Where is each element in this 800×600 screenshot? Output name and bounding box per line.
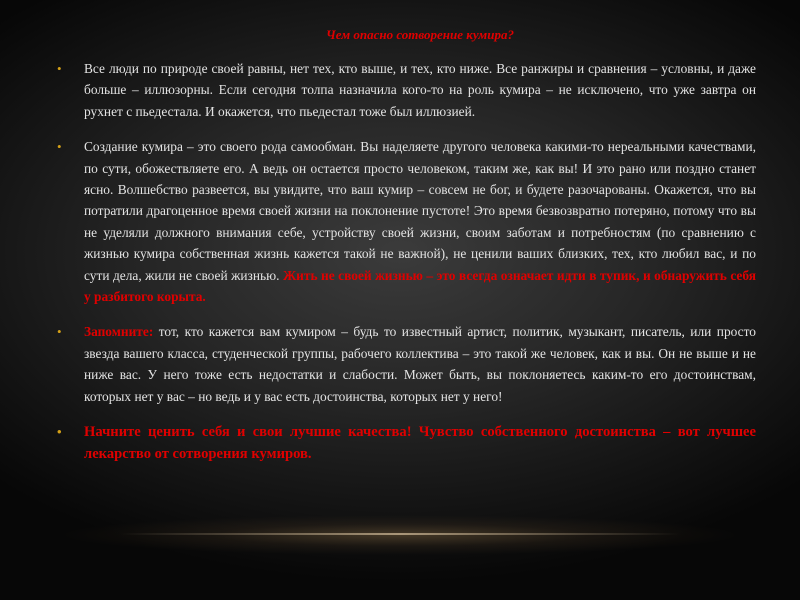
paragraph-remember [57, 321, 756, 407]
bullet-icon: • [57, 424, 62, 440]
slide-glow-line-decoration [120, 533, 680, 535]
slide-glow-decoration [60, 515, 740, 555]
bullet-icon: • [57, 139, 62, 155]
paragraph-conclusion [57, 421, 756, 465]
paragraph-text: Создание кумира – это своего рода самообман. Вы наделяете другого человека какими-то нереальными качествами, по сути, обожествляете его. А ведь он остается просто человеком, таким же, как вы! И это рано или поздно станет ясно. Волшебство развеется, вы увидите, что ваш кумир – совсем не бог, и будете разочарованы. Окажется, что вы потратили драгоценное время своей жизни на поклонение пустоте! Это время безвозвратно потеряно, потому что вы не уделяли должного внимания себе, устройству своей жизни, своим заботам и потребностям (по сравнению с жизнью кумира собственная жизнь кажется такой не важной), не ценили ваших близких, тех, кто любил вас, и по сути дела, жили не своей жизнью. [84, 139, 756, 283]
bullet-icon: • [57, 61, 62, 76]
conclusion-text: Начните ценить себя и свои лучшие качества! Чувство собственного достоинства – вот лучшее лекарство от сотворения кумиров. [84, 424, 756, 463]
paragraph-text: Все люди по природе своей равны, нет тех, кто выше, и тех, кто ниже. Все ранжиры и сравнения – условны, и даже больше – иллюзорны. Если сегодня толпа назначила кого-то на роль кумира – не исключено, что уже завтра он рухнет с пьедестала. И окажется, что пьедестал тоже был иллюзией. [84, 61, 756, 119]
slide-content [57, 26, 756, 479]
slide-title: Чем опасно сотворение кумира? [326, 27, 514, 42]
bullet-icon: • [57, 324, 62, 340]
paragraph-text: тот, кто кажется вам кумиром – будь то известный артист, политик, музыкант, писатель, или просто звезда вашего класса, студенческой группы, рабочего коллектива – это такой же человек, как и вы. Он не выше и не ниже вас. У него тоже есть недостатки и слабости. Может быть, вы поклоняетесь каким-то его достоинствам, которых нет у вас – но ведь и у вас есть достоинства, которых нет у него! [84, 324, 756, 404]
paragraph-equality [57, 58, 756, 122]
paragraph-highlight: Жить не своей жизнью – это всегда означает идти в тупик, и обнаружить себя у разбитого корыта. [84, 267, 756, 305]
remember-label: Запомните: [84, 324, 154, 340]
paragraph-self-deception [57, 136, 756, 307]
